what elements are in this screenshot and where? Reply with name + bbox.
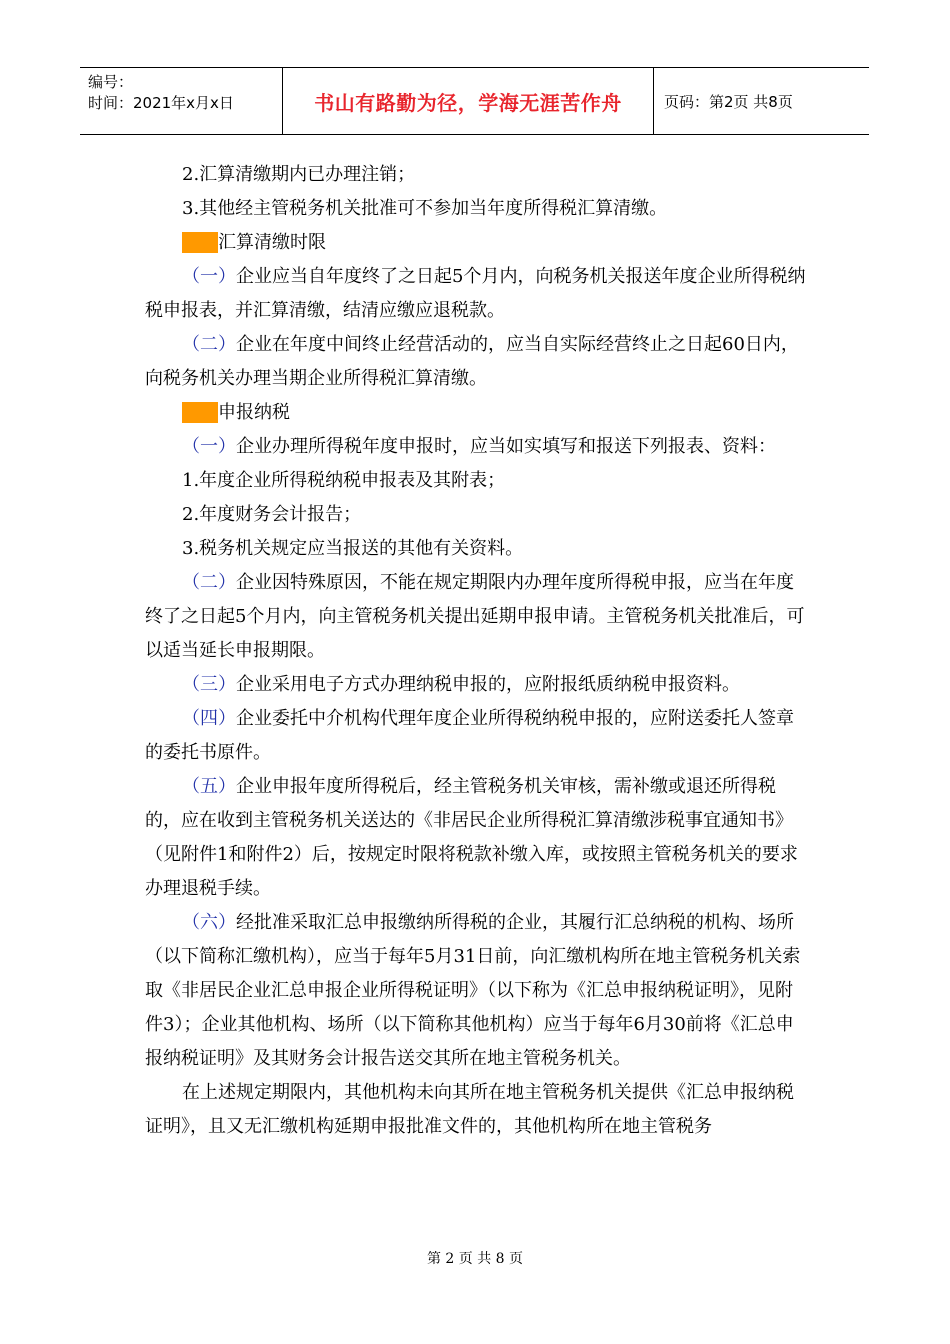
paragraph [145, 702, 810, 770]
paragraph [145, 328, 810, 396]
section-number: 二、 [182, 232, 218, 253]
paragraph-text: 企业因特殊原因，不能在规定期限内办理年度所得税申报，应当在年度终了之日起5个月内，向主管税务机关提出延期申报申请。主管税务机关批准后，可以适当延长申报期限。 [145, 572, 805, 661]
item-number: （二） [182, 334, 236, 355]
serial-label: 编号： [88, 73, 134, 91]
item-number: （一） [182, 266, 236, 287]
section-title: 汇算清缴时限 [218, 232, 326, 253]
page-footer: 第 2 页 共 8 页 [426, 1251, 524, 1267]
item-number: （一） [182, 436, 236, 457]
item-number: （三） [182, 674, 236, 695]
paragraph: 在上述规定期限内，其他机构未向其所在地主管税务机关提供《汇总申报纳税证明》，且又无汇缴机构延期申报批准文件的，其他机构所在地主管税务 [145, 1082, 794, 1137]
section-title: 申报纳税 [218, 402, 290, 423]
section-heading [182, 396, 810, 430]
page-label: 页码：第2页 共8页 [664, 92, 793, 111]
list-item: 1.年度企业所得税纳税申报表及其附表； [182, 470, 506, 491]
paragraph [145, 260, 810, 328]
header-meta [80, 68, 283, 134]
section-number: 三、 [182, 402, 218, 423]
header-page-cell [654, 68, 869, 134]
motto: 书山有路勤为径，学海无涯苦作舟 [314, 90, 622, 115]
paragraph-text: 企业申报年度所得税后，经主管税务机关审核，需补缴或退还所得税的，应在收到主管税务机关送达的《非居民企业所得税汇算清缴涉税事宜通知书》（见附件1和附件2）后，按规定时限将税款补缴入库，或按照主管税务机关的要求办理退税手续。 [145, 776, 798, 899]
paragraph [145, 430, 810, 464]
list-item: 2.汇算清缴期内已办理注销； [182, 164, 416, 185]
paragraph [145, 770, 810, 906]
item-number: （四） [182, 708, 236, 729]
paragraph-text: 企业应当自年度终了之日起5个月内，向税务机关报送年度企业所得税纳税申报表，并汇算清缴，结清应缴应退税款。 [145, 266, 806, 321]
paragraph [145, 566, 810, 668]
header-motto-cell [283, 68, 654, 134]
list-item: 3.其他经主管税务机关批准可不参加当年度所得税汇算清缴。 [182, 198, 668, 219]
list-item: 2.年度财务会计报告； [182, 504, 362, 525]
paragraph-text: 经批准采取汇总申报缴纳所得税的企业，其履行汇总纳税的机构、场所（以下简称汇缴机构），应当于每年5月31日前，向汇缴机构所在地主管税务机关索取《非居民企业汇总申报企业所得税证明》（以下称为《汇总申报纳税证明》，见附件3）；企业其他机构、场所（以下简称其他机构）应当于每年6月30前将《汇总申报纳税证明》及其财务会计报告送交其所在地主管税务机关。 [145, 912, 801, 1069]
paragraph-text: 企业办理所得税年度申报时，应当如实填写和报送下列报表、资料： [236, 436, 776, 457]
paragraph [145, 668, 810, 702]
document-body [145, 158, 810, 1144]
item-number: （五） [182, 776, 236, 797]
item-number: （二） [182, 572, 236, 593]
paragraph-text: 企业在年度中间终止经营活动的，应当自实际经营终止之日起60日内，向税务机关办理当期企业所得税汇算清缴。 [145, 334, 799, 389]
document-header [80, 67, 869, 135]
date-label: 时间：2021年x月x日 [88, 94, 234, 112]
section-heading [182, 226, 810, 260]
paragraph [145, 906, 810, 1076]
list-item: 3.税务机关规定应当报送的其他有关资料。 [182, 538, 524, 559]
paragraph-text: 企业采用电子方式办理纳税申报的，应附报纸质纳税申报资料。 [236, 674, 740, 695]
paragraph-text: 企业委托中介机构代理年度企业所得税纳税申报的，应附送委托人签章的委托书原件。 [145, 708, 794, 763]
item-number: （六） [182, 912, 236, 933]
